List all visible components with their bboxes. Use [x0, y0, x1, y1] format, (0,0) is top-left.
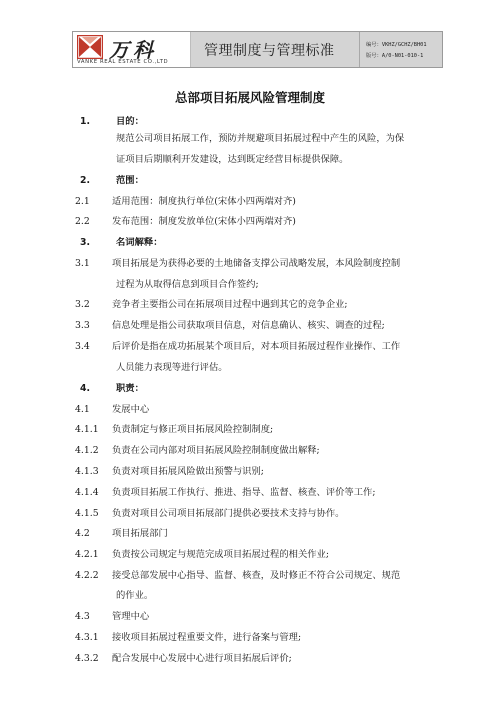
line-number: 3.1 [75, 258, 90, 269]
line-text: 接受总部发展中心指导、监督、核查，及时修正不符合公司规定、规范 [112, 570, 401, 581]
line-number: 4.3 [75, 611, 90, 622]
line-text: 项目拓展部门 [112, 528, 168, 539]
section-heading: 名词解释： [116, 237, 163, 248]
logo-chinese-name: 万科 [109, 38, 157, 62]
line-text: 后评价是指在成功拓展某个项目后，对本项目拓展过程作业操作、工作 [112, 341, 401, 352]
line-number: 4.1.2 [75, 445, 99, 456]
line-number: 4.1.1 [75, 424, 99, 435]
line-text: 负责项目拓展工作执行、推进、指导、监督、核查、评价等工作; [112, 487, 376, 498]
logo-english-name: VANKE REAL ESTATE CO.,LTD [77, 59, 169, 65]
line-number: 4.1.4 [75, 487, 99, 498]
line-text: 竞争者主要指公司在拓展项目过程中遇到其它的竞争企业; [112, 299, 348, 310]
line-number: 4.2.1 [75, 549, 99, 560]
line-text: 负责对项目拓展风险做出预警与识别; [112, 466, 264, 477]
version-number: 版号：A/0-N01-010-1 [366, 53, 424, 59]
vanke-logo-icon [77, 35, 103, 59]
line-number: 3.3 [75, 320, 90, 331]
line-number: 3.2 [75, 299, 90, 310]
line-text: 信息处理是指公司获取项目信息，对信息确认、核实、调查的过程; [112, 320, 385, 331]
section-heading: 范围： [116, 175, 144, 186]
line-text: 证项目后期顺利开发建设，达到既定经营目标提供保障。 [116, 154, 349, 165]
line-text: 负责按公司规定与规范完成项目拓展过程的相关作业; [112, 549, 329, 560]
company-logo [73, 32, 191, 67]
document-number: 编号：VKHZ/GCHZ/BH01 [366, 42, 427, 48]
line-text: 适用范围：制度执行单位(宋体小四两端对齐) [112, 196, 296, 207]
line-number: 4. [80, 383, 91, 394]
line-text: 管理中心 [112, 611, 150, 622]
line-text: 负责对项目公司项目拓展部门提供必要技术支持与协作。 [112, 508, 345, 519]
line-number: 1. [80, 116, 91, 127]
line-text: 发展中心 [112, 404, 150, 415]
section-heading: 目的： [116, 116, 144, 127]
line-text: 负责制定与修正项目拓展风险控制制度; [112, 424, 274, 435]
line-text: 过程为从取得信息到项目合作签约; [116, 279, 259, 290]
line-text: 项目拓展是为获得必要的土地储备支撑公司战略发展，本风险制度控制 [112, 258, 401, 269]
line-number: 4.1.5 [75, 508, 99, 519]
line-number: 2. [80, 175, 91, 186]
header-title-cell [191, 32, 359, 67]
line-text: 接收项目拓展过程重要文件，进行备案与管理; [112, 632, 302, 643]
document-title: 总部项目拓展风险管理制度 [174, 90, 325, 105]
line-text: 人员能力表现等进行评估。 [116, 362, 228, 373]
header-title: 管理制度与管理标准 [204, 42, 335, 59]
line-number: 3.4 [75, 341, 90, 352]
line-text: 负责在公司内部对项目拓展风险控制制度做出解释; [112, 445, 320, 456]
line-number: 3. [80, 237, 91, 248]
line-number: 4.3.2 [75, 653, 99, 664]
line-number: 4.2.2 [75, 570, 99, 581]
line-number: 2.2 [75, 216, 90, 227]
line-number: 4.1 [75, 404, 90, 415]
section-heading: 职责： [116, 383, 144, 394]
line-text: 的作业。 [116, 590, 154, 601]
document-code-cell [359, 32, 442, 67]
line-number: 4.1.3 [75, 466, 99, 477]
line-number: 2.1 [75, 196, 90, 207]
line-number: 4.2 [75, 528, 90, 539]
line-number: 4.3.1 [75, 632, 99, 643]
document-header [72, 31, 443, 68]
line-text: 发布范围：制度发放单位(宋体小四两端对齐) [112, 216, 296, 227]
line-text: 规范公司项目拓展工作，预防并规避项目拓展过程中产生的风险，为保 [116, 133, 405, 144]
line-text: 配合发展中心发展中心进行项目拓展后评价; [112, 653, 292, 664]
